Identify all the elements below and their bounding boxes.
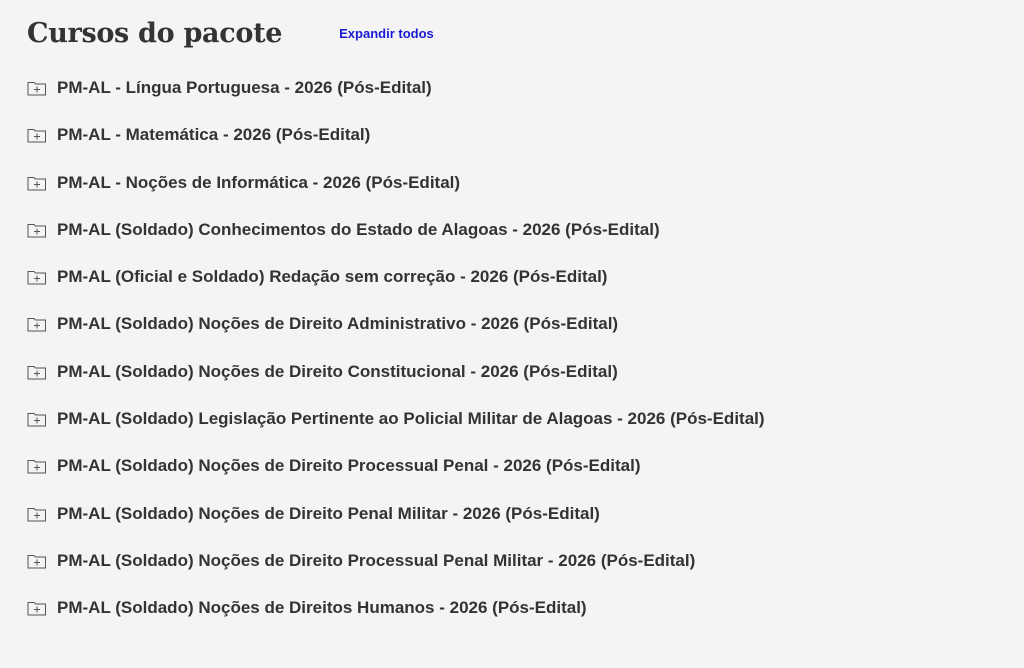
folder-plus-icon: [27, 600, 47, 616]
course-title: PM-AL (Soldado) Noções de Direito Administrativo - 2026 (Pós-Edital): [57, 314, 619, 334]
course-item[interactable]: [27, 265, 765, 312]
folder-plus-icon: [27, 175, 47, 191]
expand-all-link[interactable]: Expandir todos: [339, 26, 434, 41]
course-list: [27, 76, 765, 644]
course-item[interactable]: [27, 407, 765, 454]
folder-plus-icon: [27, 553, 47, 569]
folder-plus-icon: [27, 411, 47, 427]
course-item[interactable]: [27, 218, 765, 265]
course-item[interactable]: [27, 360, 765, 407]
course-title: PM-AL (Soldado) Noções de Direito Processual Penal - 2026 (Pós-Edital): [57, 456, 641, 476]
folder-plus-icon: [27, 127, 47, 143]
folder-plus-icon: [27, 80, 47, 96]
course-title: PM-AL - Noções de Informática - 2026 (Pós-Edital): [57, 172, 461, 192]
course-title: PM-AL (Soldado) Legislação Pertinente ao Policial Militar de Alagoas - 2026 (Pós-Edital): [57, 409, 765, 429]
folder-plus-icon: [27, 269, 47, 285]
course-item[interactable]: [27, 596, 765, 643]
folder-plus-icon: [27, 506, 47, 522]
course-item[interactable]: [27, 76, 765, 123]
folder-plus-icon: [27, 316, 47, 332]
course-title: PM-AL (Soldado) Noções de Direito Processual Penal Militar - 2026 (Pós-Edital): [57, 550, 696, 570]
page-title: Cursos do pacote: [27, 18, 283, 49]
course-item[interactable]: [27, 502, 765, 549]
course-title: PM-AL - Língua Portuguesa - 2026 (Pós-Edital): [57, 78, 432, 97]
folder-plus-icon: [27, 364, 47, 380]
course-title: PM-AL (Oficial e Soldado) Redação sem correção - 2026 (Pós-Edital): [57, 267, 608, 287]
course-title: PM-AL (Soldado) Noções de Direitos Humanos - 2026 (Pós-Edital): [57, 598, 587, 618]
course-item[interactable]: [27, 171, 765, 218]
course-item[interactable]: [27, 454, 765, 501]
course-title: PM-AL (Soldado) Conhecimentos do Estado de Alagoas - 2026 (Pós-Edital): [57, 219, 660, 239]
folder-plus-icon: [27, 458, 47, 474]
course-title: PM-AL (Soldado) Noções de Direito Constitucional - 2026 (Pós-Edital): [57, 361, 618, 381]
section-header: [27, 18, 434, 49]
course-item[interactable]: [27, 312, 765, 359]
course-title: PM-AL - Matemática - 2026 (Pós-Edital): [57, 125, 371, 145]
course-item[interactable]: [27, 549, 765, 596]
course-item[interactable]: [27, 123, 765, 170]
course-title: PM-AL (Soldado) Noções de Direito Penal Militar - 2026 (Pós-Edital): [57, 503, 600, 523]
folder-plus-icon: [27, 222, 47, 238]
